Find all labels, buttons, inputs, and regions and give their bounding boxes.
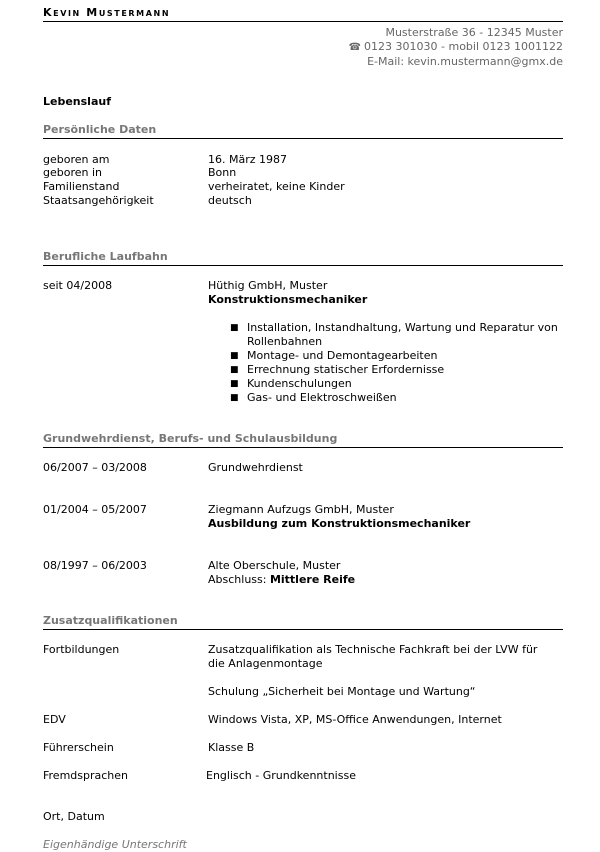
bullet-icon: ■ [230,379,239,389]
education-degree [208,573,563,587]
task-list [208,321,558,405]
personal-value: 16. März 1987 [208,153,288,166]
resume-name: Kevin Mustermann [43,6,171,19]
header-divider [43,21,563,22]
list-item: ■ Installation, Instandhaltung, Wartung und Reparatur von Rollenbahnen [230,321,558,348]
degree-prefix: Abschluss: [208,573,270,586]
extra-label: Führerschein [43,741,114,754]
personal-value: deutsch [208,194,252,207]
personal-label: Familienstand [43,180,120,193]
career-period: seit 04/2008 [43,279,113,292]
extra-value: Englisch - Grundkenntnisse [206,769,356,782]
education-line1: Grundwehrdienst [208,461,303,474]
bullet-icon: ■ [230,365,239,375]
list-item: ■ Kundenschulungen [230,377,352,390]
signature-label: Eigenhändige Unterschrift [43,838,187,851]
personal-label: Staatsangehörigkeit [43,194,154,207]
career-position: Konstruktionsmechaniker [208,293,368,306]
career-company: Hüthig GmbH, Muster [208,279,328,292]
section-career-heading: Berufliche Laufbahn [43,250,563,266]
personal-label: geboren am [43,153,110,166]
extra-label: Fremdsprachen [43,769,129,782]
extra-value: Klasse B [208,741,255,754]
section-personal-heading: Persönliche Daten [43,123,563,139]
education-line2: Ausbildung zum Konstruktionsmechaniker [208,517,471,530]
address: Musterstraße 36 - 12345 Muster [385,26,563,39]
extra-value: Windows Vista, XP, MS-Office Anwendungen, Internet [208,713,502,726]
list-item: ■ Errechnung statischer Erfordernisse [230,363,445,376]
document-title: Lebenslauf [43,95,111,108]
education-line1: Ziegmann Aufzugs GmbH, Muster [208,503,394,516]
contact-block [349,26,563,69]
phone: 0123 301030 - mobil 0123 1001122 [364,40,563,53]
bullet-icon: ■ [230,323,239,333]
phone-icon: ☎ [348,42,362,53]
section-extra-heading: Zusatzqualifikationen [43,614,563,630]
extra-value: Schulung „Sicherheit bei Montage und Wartung“ [208,685,476,698]
phone-line [349,40,563,55]
personal-value: Bonn [208,166,237,179]
education-line1: Alte Oberschule, Muster [208,559,341,572]
place-date: Ort, Datum [43,810,105,823]
extra-label: Fortbildungen [43,643,120,656]
degree-value: Mittlere Reife [269,573,356,586]
education-period: 06/2007 – 03/2008 [43,461,147,474]
section-education-heading: Grundwehrdienst, Berufs- und Schulausbildung [43,432,563,448]
personal-value: verheiratet, keine Kinder [208,180,345,193]
bullet-icon: ■ [230,393,239,403]
list-item: ■ Montage- und Demontagearbeiten [230,349,438,362]
personal-label: geboren in [43,166,103,179]
education-period: 01/2004 – 05/2007 [43,503,147,516]
email: E-Mail: kevin.mustermann@gmx.de [367,55,563,68]
extra-label: EDV [43,713,66,726]
extra-value: Zusatzqualifikation als Technische Fachkraft bei der LVW für die Anlagenmontage [208,643,538,670]
education-period: 08/1997 – 06/2003 [43,559,147,572]
bullet-icon: ■ [230,351,239,361]
list-item: ■ Gas- und Elektroschweißen [230,391,397,404]
